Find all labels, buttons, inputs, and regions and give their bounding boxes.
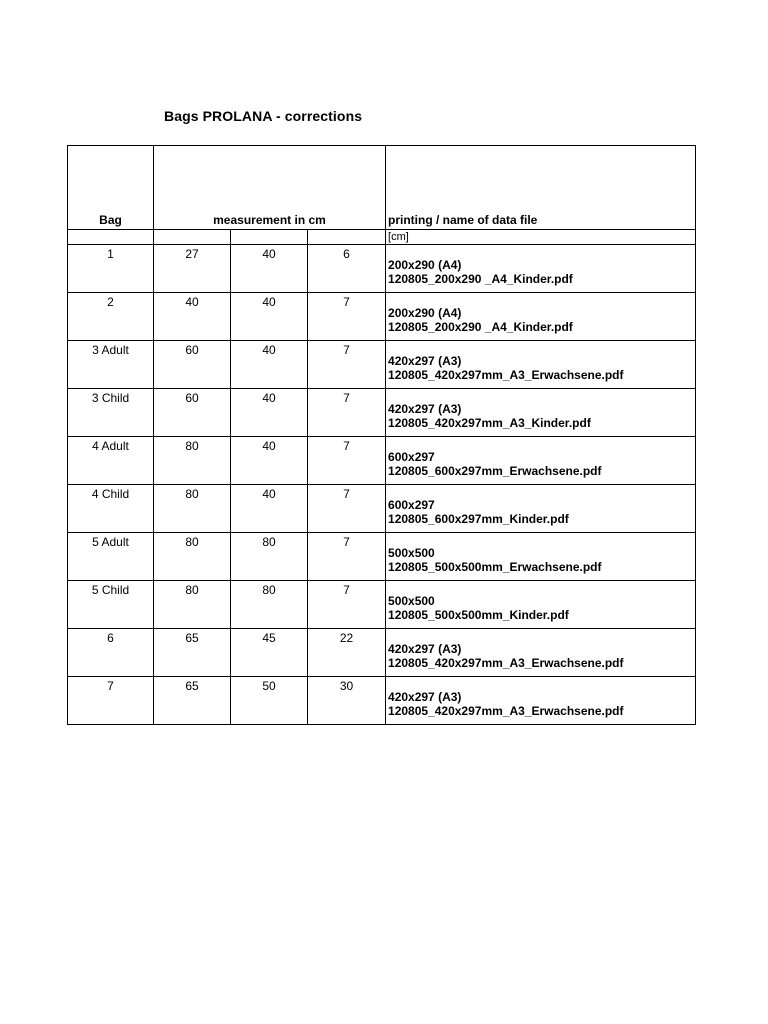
- bag-cell: 6: [68, 629, 154, 677]
- units-printing: [cm]: [386, 230, 696, 245]
- bag-cell: 4 Child: [68, 485, 154, 533]
- print-size: 600x297: [388, 497, 435, 512]
- header-bag: Bag: [68, 146, 154, 230]
- data-file-name: 120805_500x500mm_Erwachsene.pdf: [388, 559, 602, 574]
- printing-cell: [386, 629, 696, 677]
- print-size: 500x500: [388, 593, 435, 608]
- header-measurement: measurement in cm: [154, 146, 386, 230]
- units-m2: [231, 230, 308, 245]
- table-row: [68, 389, 696, 437]
- units-bag: [68, 230, 154, 245]
- measurement-3-cell: 7: [308, 533, 386, 581]
- measurement-3-cell: 7: [308, 581, 386, 629]
- measurement-2-cell: 45: [231, 629, 308, 677]
- printing-cell: [386, 389, 696, 437]
- measurement-1-cell: 80: [154, 533, 231, 581]
- table-header-row: [68, 146, 696, 230]
- data-file-name: 120805_420x297mm_A3_Erwachsene.pdf: [388, 703, 624, 718]
- units-m3: [308, 230, 386, 245]
- printing-cell: [386, 245, 696, 293]
- table-row: [68, 341, 696, 389]
- units-m1: [154, 230, 231, 245]
- bag-cell: 4 Adult: [68, 437, 154, 485]
- table-row: [68, 677, 696, 725]
- print-size: 420x297 (A3): [388, 689, 462, 704]
- measurement-1-cell: 60: [154, 389, 231, 437]
- table-row: [68, 437, 696, 485]
- measurement-2-cell: 80: [231, 533, 308, 581]
- measurement-3-cell: 22: [308, 629, 386, 677]
- printing-cell: [386, 293, 696, 341]
- bags-table: [67, 145, 696, 725]
- table-row: [68, 533, 696, 581]
- measurement-2-cell: 50: [231, 677, 308, 725]
- measurement-3-cell: 30: [308, 677, 386, 725]
- print-size: 200x290 (A4): [388, 305, 462, 320]
- measurement-1-cell: 60: [154, 341, 231, 389]
- print-size: 420x297 (A3): [388, 401, 462, 416]
- measurement-1-cell: 65: [154, 677, 231, 725]
- table-row: [68, 245, 696, 293]
- measurement-1-cell: 80: [154, 581, 231, 629]
- bag-cell: 5 Child: [68, 581, 154, 629]
- bag-cell: 5 Adult: [68, 533, 154, 581]
- printing-cell: [386, 533, 696, 581]
- print-size: 200x290 (A4): [388, 257, 462, 272]
- table-row: [68, 581, 696, 629]
- measurement-2-cell: 40: [231, 341, 308, 389]
- measurement-1-cell: 27: [154, 245, 231, 293]
- measurement-1-cell: 80: [154, 485, 231, 533]
- bag-cell: 3 Child: [68, 389, 154, 437]
- print-size: 420x297 (A3): [388, 353, 462, 368]
- measurement-2-cell: 40: [231, 437, 308, 485]
- printing-cell: [386, 677, 696, 725]
- data-file-name: 120805_500x500mm_Kinder.pdf: [388, 607, 569, 622]
- document-title: Bags PROLANA - corrections: [164, 108, 363, 124]
- measurement-1-cell: 40: [154, 293, 231, 341]
- measurement-1-cell: 80: [154, 437, 231, 485]
- data-file-name: 120805_420x297mm_A3_Kinder.pdf: [388, 415, 591, 430]
- bag-cell: 2: [68, 293, 154, 341]
- data-file-name: 120805_600x297mm_Kinder.pdf: [388, 511, 569, 526]
- header-printing: printing / name of data file: [386, 146, 696, 230]
- table-row: [68, 293, 696, 341]
- print-size: 500x500: [388, 545, 435, 560]
- printing-cell: [386, 437, 696, 485]
- measurement-3-cell: 7: [308, 389, 386, 437]
- bag-cell: 3 Adult: [68, 341, 154, 389]
- print-size: 600x297: [388, 449, 435, 464]
- printing-cell: [386, 485, 696, 533]
- bag-cell: 1: [68, 245, 154, 293]
- measurement-2-cell: 40: [231, 389, 308, 437]
- bag-cell: 7: [68, 677, 154, 725]
- data-file-name: 120805_200x290 _A4_Kinder.pdf: [388, 271, 573, 286]
- print-size: 420x297 (A3): [388, 641, 462, 656]
- data-file-name: 120805_600x297mm_Erwachsene.pdf: [388, 463, 602, 478]
- data-file-name: 120805_200x290 _A4_Kinder.pdf: [388, 319, 573, 334]
- measurement-3-cell: 7: [308, 293, 386, 341]
- measurement-2-cell: 40: [231, 293, 308, 341]
- data-file-name: 120805_420x297mm_A3_Erwachsene.pdf: [388, 655, 624, 670]
- printing-cell: [386, 341, 696, 389]
- measurement-2-cell: 40: [231, 245, 308, 293]
- measurement-3-cell: 7: [308, 341, 386, 389]
- printing-cell: [386, 581, 696, 629]
- table-row: [68, 629, 696, 677]
- table-row: [68, 485, 696, 533]
- measurement-3-cell: 7: [308, 437, 386, 485]
- measurement-3-cell: 6: [308, 245, 386, 293]
- measurement-1-cell: 65: [154, 629, 231, 677]
- measurement-2-cell: 40: [231, 485, 308, 533]
- measurement-2-cell: 80: [231, 581, 308, 629]
- table-units-row: [68, 230, 696, 245]
- data-file-name: 120805_420x297mm_A3_Erwachsene.pdf: [388, 367, 624, 382]
- measurement-3-cell: 7: [308, 485, 386, 533]
